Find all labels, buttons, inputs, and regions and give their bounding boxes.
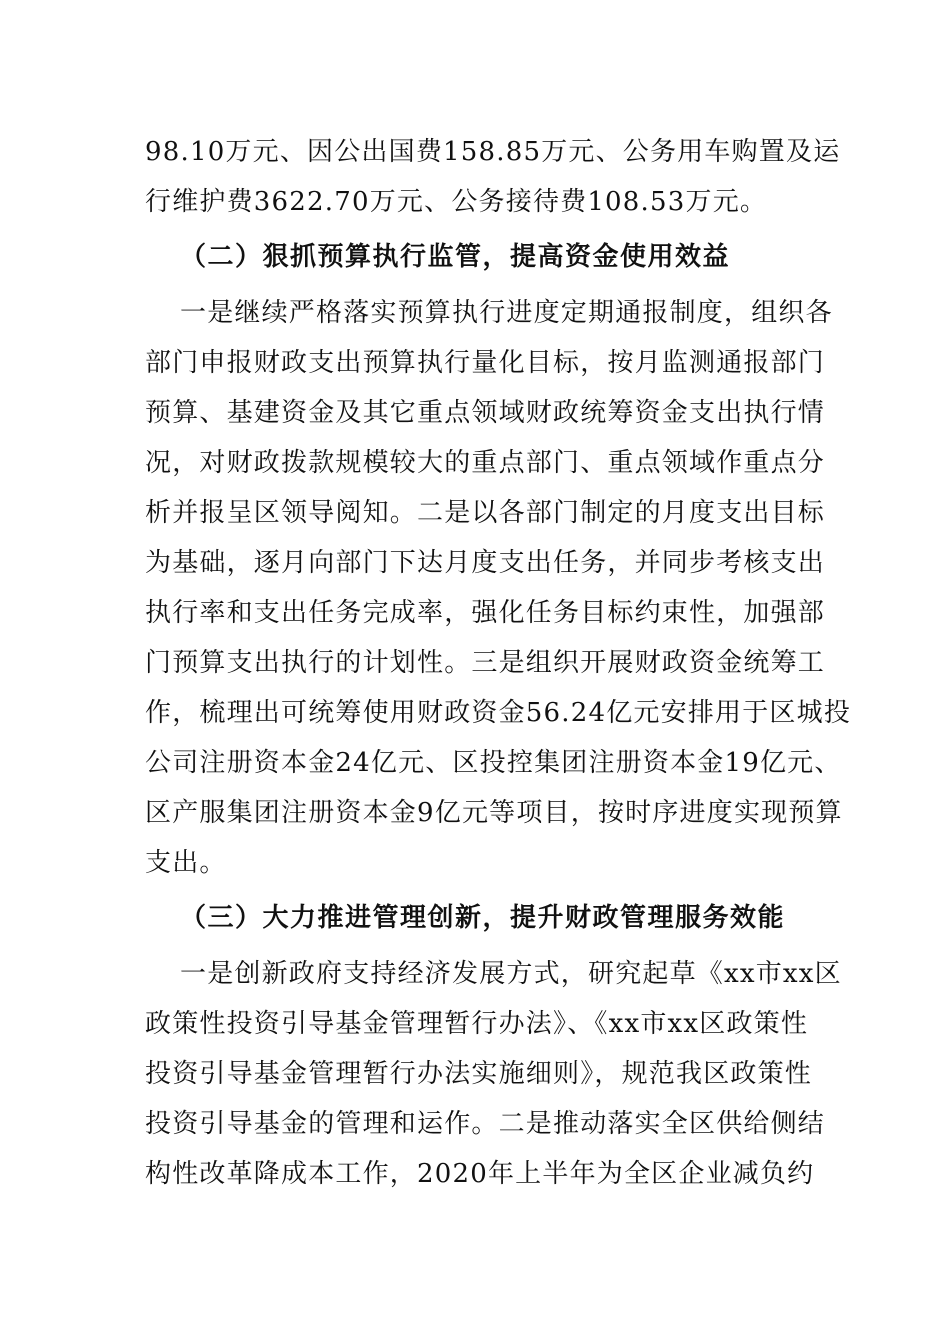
paragraph-line: 政策性投资引导基金管理暂行办法》、《xx市xx区政策性 (145, 1009, 809, 1039)
paragraph-line: 投资引导基金的管理和运作。二是推动落实全区供给侧结 (145, 1109, 826, 1139)
paragraph-line: 投资引导基金管理暂行办法实施细则》，规范我区政策性 (145, 1059, 813, 1089)
paragraph-line: 况，对财政拨款规模较大的重点部门、重点领域作重点分 (145, 448, 826, 478)
paragraph-line: 支出。 (145, 848, 227, 878)
paragraph-line: 预算、基建资金及其它重点领域财政统筹资金支出执行情 (145, 398, 826, 428)
paragraph-line: 部门申报财政支出预算执行量化目标，按月监测通报部门 (145, 348, 826, 378)
paragraph-line: 为基础，逐月向部门下达月度支出任务，并同步考核支出 (145, 548, 826, 578)
paragraph-line: 门预算支出执行的计划性。三是组织开展财政资金统筹工 (145, 648, 826, 678)
paragraph-line: 一是创新政府支持经济发展方式，研究起草《xx市xx区 (180, 959, 842, 989)
paragraph-line: 行维护费3622.70万元、公务接待费108.53万元。 (145, 187, 768, 217)
paragraph-line: 执行率和支出任务完成率，强化任务目标约束性，加强部 (145, 598, 826, 628)
section-heading-3: （三）大力推进管理创新，提升财政管理服务效能 (180, 903, 786, 933)
paragraph-line: 析并报呈区领导阅知。二是以各部门制定的月度支出目标 (145, 498, 826, 528)
paragraph-line: 一是继续严格落实预算执行进度定期通报制度，组织各 (180, 298, 833, 328)
paragraph-line: 区产服集团注册资本金9亿元等项目，按时序进度实现预算 (145, 798, 843, 828)
paragraph-line: 公司注册资本金24亿元、区投控集团注册资本金19亿元、 (145, 748, 842, 778)
paragraph-line: 构性改革降成本工作，2020年上半年为全区企业减负约 (145, 1159, 815, 1189)
paragraph-line: 98.10万元、因公出国费158.85万元、公务用车购置及运 (145, 137, 841, 167)
section-heading-2: （二）狠抓预算执行监管，提高资金使用效益 (180, 242, 731, 272)
paragraph-line: 作，梳理出可统筹使用财政资金56.24亿元安排用于区城投 (145, 698, 852, 728)
